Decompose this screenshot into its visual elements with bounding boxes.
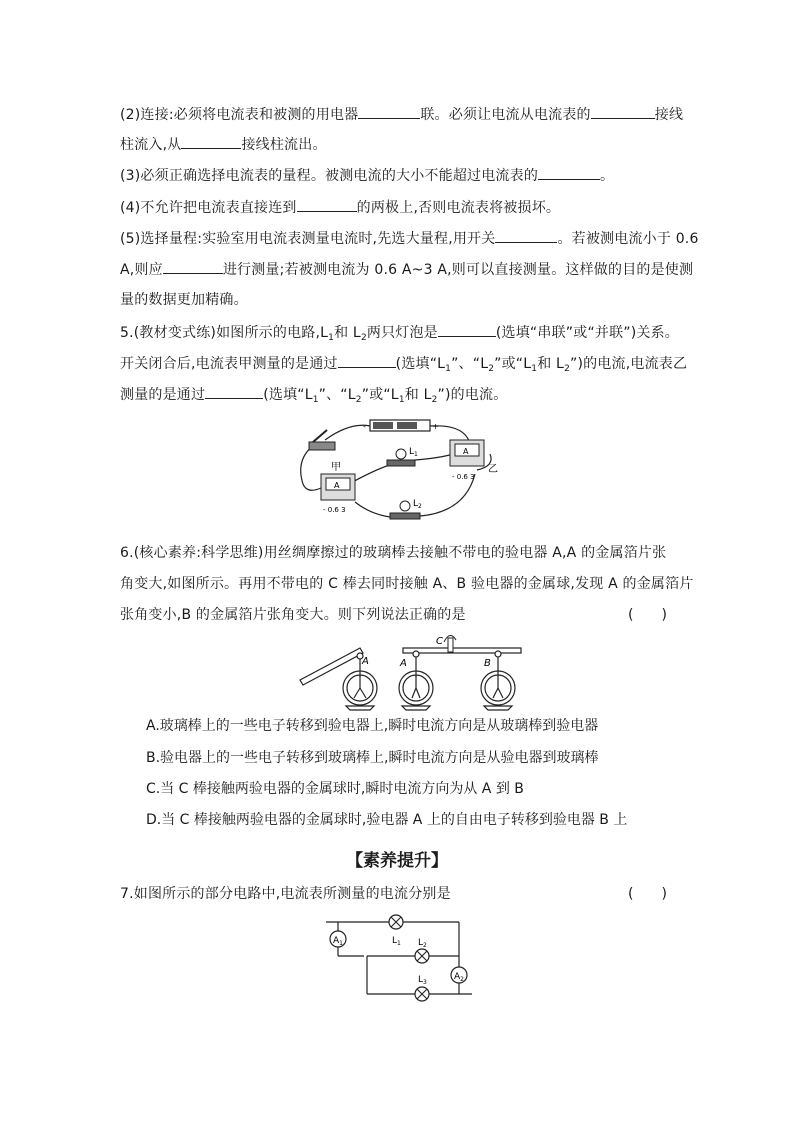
text: 开关闭合后,电流表甲测量的是通过 (120, 356, 338, 372)
lamp-label: L (392, 936, 398, 946)
q7-answer-paren[interactable]: ( ) (628, 886, 667, 902)
text: ”)的电流。 (437, 387, 508, 403)
meter-scale-label: - 0.6 3 (452, 473, 475, 481)
q6-line-1 (120, 543, 666, 563)
answer-blank[interactable] (338, 353, 396, 368)
text: (3)必须正确选择电流表的量程。被测电流的大小不能超过电流表的 (120, 168, 539, 184)
q6-option-a[interactable]: A.玻璃棒上的一些电子转移到验电器上,瞬时电流方向是从玻璃棒到验电器 (146, 718, 599, 734)
q6-option-d[interactable]: D.当 C 棒接触两验电器的金属球时,验电器 A 上的自由电子转移到验电器 B 上 (146, 812, 628, 828)
answer-blank[interactable] (297, 197, 357, 212)
subscript: 1 (414, 451, 418, 458)
meter-label: A (463, 447, 469, 456)
label-C: C (436, 636, 443, 647)
wire (355, 502, 390, 517)
subscript: 1 (328, 333, 335, 343)
answer-blank[interactable] (495, 228, 557, 243)
svg-text:L3 (418, 975, 427, 986)
battery-pack (363, 420, 439, 431)
text: 7.如图所示的部分电路中,电流表所测量的电流分别是 (120, 886, 451, 902)
text: ”或“L (361, 387, 399, 403)
meter-scale-label: - 0.6 3 (323, 506, 346, 514)
subscript: 2 (564, 364, 570, 374)
ammeter-label: A (454, 972, 461, 982)
q6-option-c[interactable]: C.当 C 棒接触两验电器的金属球时,瞬时电流方向为从 A 到 B (146, 781, 524, 797)
answer-blank[interactable] (205, 384, 263, 399)
wire (415, 454, 453, 460)
subscript: 3 (423, 979, 427, 986)
subscript: 2 (488, 364, 495, 374)
lamp-L1 (389, 915, 403, 947)
electroscope-figure-q6 (298, 632, 528, 712)
svg-text:+: + (432, 422, 439, 431)
item-2-line-2 (120, 134, 327, 155)
circuit-wires (326, 922, 472, 994)
answer-blank[interactable] (181, 134, 241, 149)
q5-line-1 (120, 322, 679, 343)
text: 。若被测电流小于 0.6 (557, 231, 699, 247)
text: 和 L (537, 356, 565, 372)
answer-blank[interactable] (591, 104, 655, 119)
item-5-line-3 (120, 290, 248, 310)
text: 。 (600, 168, 615, 184)
item-4-line (120, 197, 560, 218)
subscript: 2 (460, 976, 464, 983)
subscript: 2 (355, 395, 362, 405)
item-5-line-1 (120, 228, 699, 249)
text: A,则应 (120, 262, 163, 278)
q5-line-2 (120, 353, 687, 374)
item-5-line-2 (120, 259, 693, 280)
circuit-figure-q7 (324, 912, 484, 998)
svg-text:L2 (418, 938, 427, 949)
text: ”、“L (451, 356, 489, 372)
svg-text:L1 (409, 447, 418, 458)
svg-text:L1 (392, 936, 401, 947)
lamp-L1 (387, 447, 418, 466)
q7-line-1 (120, 884, 451, 904)
subscript: 2 (431, 395, 438, 405)
text: 角变大,如图所示。再用不带电的 C 棒去同时接触 A、B 验电器的金属球,发现 A 的金属箔片 (120, 576, 694, 592)
label-B: B (484, 658, 491, 669)
text: 和 L (404, 387, 432, 403)
lamp-label: L (418, 938, 424, 948)
q6-line-2 (120, 574, 694, 594)
ammeter-jia-label: 甲 (331, 462, 341, 473)
svg-text:L2 (413, 499, 422, 510)
text: 接线 (654, 107, 684, 123)
ammeter-label: A (333, 936, 340, 946)
ammeter-jia (321, 461, 355, 514)
c-rod (403, 635, 521, 653)
answer-blank[interactable] (358, 104, 420, 119)
lamp-label: L (413, 499, 419, 509)
lamp-label: L (418, 975, 424, 985)
q6-line-3 (120, 605, 466, 625)
glass-rod (300, 648, 363, 685)
answer-blank[interactable] (163, 259, 223, 274)
label-A: A (400, 658, 407, 669)
label-A: A (362, 656, 369, 667)
lamp-L2 (415, 938, 429, 963)
text: ”或“L (494, 356, 532, 372)
meter-label: A (334, 481, 340, 490)
text: 接线柱流出。 (241, 137, 327, 153)
wire (301, 444, 321, 490)
item-3-line (120, 165, 614, 186)
answer-blank[interactable] (538, 165, 600, 180)
subscript: 1 (445, 364, 452, 374)
subscript: 1 (397, 940, 401, 947)
text: (选填“L (263, 387, 313, 403)
answer-blank[interactable] (438, 322, 496, 337)
text: (2)连接:必须将电流表和被测的用电器 (120, 107, 359, 123)
subscript: 1 (531, 364, 538, 374)
svg-text:-: - (363, 422, 366, 431)
text: 5.(教材变式练)如图所示的电路,L (120, 325, 329, 341)
text: 柱流入,从 (120, 137, 182, 153)
text: ”)的电流,电流表乙 (570, 356, 688, 372)
lamp-L2 (390, 499, 422, 519)
text: 和 L (334, 325, 361, 341)
text: 联。必须让电流从电流表的 (420, 107, 591, 123)
subscript: 1 (339, 940, 343, 947)
subscript: 2 (423, 942, 427, 949)
text: 6.(核心素养:科学思维)用丝绸摩擦过的玻璃棒去接触不带电的验电器 A,A 的金属箔片张 (120, 545, 667, 561)
lamp-L3 (415, 975, 429, 1001)
text: 两只灯泡是 (366, 325, 438, 341)
text: 量的数据更加精确。 (120, 292, 248, 308)
text: 的两极上,否则电流表将被损坏。 (356, 200, 561, 216)
q5-line-3 (120, 384, 507, 405)
item-2-line-1 (120, 104, 683, 125)
text: (5)选择量程:实验室用电流表测量电流时,先选大量程,用开关 (120, 231, 496, 247)
ammeter-a1 (330, 931, 346, 947)
lamp-label: L (409, 447, 415, 457)
ammeter-a2 (451, 967, 467, 983)
subscript: 2 (418, 503, 422, 510)
q6-answer-paren[interactable]: ( ) (628, 607, 667, 623)
text: (选填“L (395, 356, 446, 372)
text: ”、“L (318, 387, 356, 403)
circuit-figure-q5 (295, 414, 505, 524)
section-title: 【素养提升】 (346, 851, 448, 871)
q6-option-b[interactable]: B.验电器上的一些电子转移到玻璃棒上,瞬时电流方向是从验电器到玻璃棒 (146, 750, 599, 766)
ammeter-yi-label: 乙 (488, 464, 498, 475)
text: 测量的是通过 (120, 387, 206, 403)
switch (309, 430, 335, 450)
text: (4)不允许把电流表直接连到 (120, 200, 297, 216)
subscript: 1 (398, 395, 405, 405)
subscript: 2 (360, 333, 367, 343)
text: 张角变小,B 的金属箔片张角变大。则下列说法正确的是 (120, 607, 466, 623)
text: (选填“串联”或“并联”)关系。 (495, 325, 680, 341)
text: 进行测量;若被测电流为 0.6 A~3 A,则可以直接测量。这样做的目的是使测 (222, 262, 694, 278)
subscript: 1 (312, 395, 319, 405)
